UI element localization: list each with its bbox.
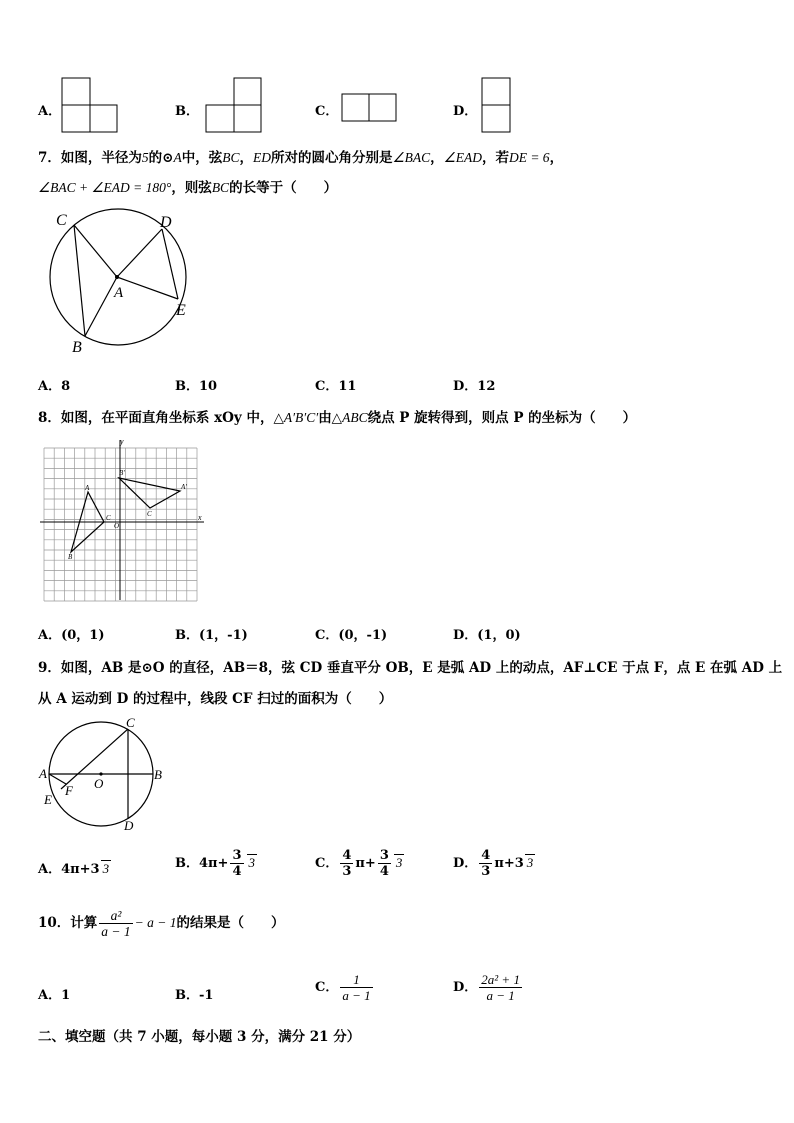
frac-denominator: 4 bbox=[232, 864, 242, 879]
q6-option-d-figure bbox=[480, 76, 514, 134]
q7-text: 所对的圆心角分别是 bbox=[270, 150, 393, 166]
q7-label-c: C bbox=[56, 212, 67, 229]
q7-sep: ， bbox=[549, 150, 564, 166]
frac-numerator: 2a² + 1 bbox=[481, 972, 520, 987]
q7-label-d: D bbox=[160, 214, 172, 231]
q7-option-c: C．11 bbox=[315, 379, 357, 394]
q7-angle-bac: ∠BAC bbox=[392, 150, 431, 165]
q8-option-d: D．(1，0) bbox=[453, 628, 521, 643]
q6-option-c-letter: C． bbox=[315, 104, 339, 119]
option-letter: C． bbox=[315, 856, 339, 871]
q6-option-b-figure bbox=[204, 76, 264, 134]
q7-text: ，则弦 bbox=[171, 180, 212, 196]
q7-text: 中，弦 bbox=[181, 150, 223, 166]
frac-denominator: 4 bbox=[379, 864, 389, 879]
q8-text: 绕点 P 旋转得到，则点 P 的坐标为（ ） bbox=[367, 410, 637, 426]
q10-option-c bbox=[315, 972, 375, 1003]
q8-triangle-prime: A′B′C′ bbox=[283, 410, 319, 425]
q6-option-c-figure bbox=[340, 92, 400, 124]
frac-numerator: 4 bbox=[342, 848, 352, 863]
q9-label-b: B bbox=[154, 767, 162, 782]
q7-label-a: A bbox=[114, 285, 124, 301]
q9-label-o: O bbox=[94, 776, 104, 791]
q7-angle-sum: ∠BAC + ∠EAD = 180° bbox=[38, 180, 172, 195]
option-expr: 4π+ bbox=[199, 856, 229, 871]
radicand: 3 bbox=[526, 855, 534, 870]
q9-stem-line1: 9．如图，AB 是⊙O 的直径，AB＝8，弦 CD 垂直平分 OB，E 是弧 AD 上的动点，AF⊥CE 于点 F，点 E 在弧 AD 上 bbox=[38, 660, 783, 676]
q7-sep: ， bbox=[430, 150, 444, 166]
q7-chord-bc: BC bbox=[222, 150, 240, 165]
q9-label-c: C bbox=[126, 715, 135, 730]
q9-option-d bbox=[453, 848, 535, 879]
q9-label-a: A bbox=[39, 766, 47, 781]
q7-text: 7．如图，半径为 bbox=[38, 150, 142, 166]
option-letter: D． bbox=[453, 980, 478, 995]
q8-option-a: A．(0，1) bbox=[38, 628, 105, 643]
q6-option-a-figure bbox=[60, 76, 120, 134]
radicand: 3 bbox=[395, 855, 403, 870]
q8-label-b: B bbox=[68, 553, 73, 561]
q8-label-o: O bbox=[114, 522, 120, 530]
q10-option-a: A．1 bbox=[38, 988, 71, 1003]
q10-stem bbox=[38, 908, 285, 939]
q7-stem-line2 bbox=[38, 176, 337, 196]
q7-stem-line1 bbox=[38, 146, 563, 166]
q8-label-y: y bbox=[120, 437, 124, 446]
q8-label-a-prime: A′ bbox=[181, 483, 187, 491]
q9-option-b bbox=[175, 848, 257, 879]
q7-text: ，若 bbox=[481, 150, 509, 166]
q9-circle-figure bbox=[38, 712, 172, 834]
q7-center: A bbox=[173, 150, 182, 165]
q9-option-a bbox=[38, 858, 111, 877]
q9-option-c bbox=[315, 848, 404, 879]
frac-denominator: 3 bbox=[342, 864, 352, 879]
q7-radius: 5 bbox=[141, 150, 149, 165]
frac-denominator: a − 1 bbox=[101, 924, 131, 939]
q8-grid-figure bbox=[40, 436, 210, 604]
option-letter: D． bbox=[453, 856, 478, 871]
q8-option-c: C．(0，-1) bbox=[315, 628, 388, 643]
option-expr: π+3 bbox=[494, 856, 524, 871]
option-letter: C． bbox=[315, 980, 339, 995]
q10-expr: − a − 1 bbox=[134, 915, 177, 930]
frac-numerator: 4 bbox=[481, 848, 491, 863]
radicand: 3 bbox=[102, 861, 110, 876]
q8-label-c-prime: C bbox=[147, 510, 152, 518]
option-expr: π+ bbox=[355, 856, 376, 871]
option-letter: B． bbox=[175, 856, 199, 871]
q10-option-b: B．-1 bbox=[175, 988, 214, 1003]
q8-label-x: x bbox=[198, 513, 202, 522]
q8-stem bbox=[38, 406, 636, 426]
q8-text: 8．如图，在平面直角坐标系 xOy 中，△ bbox=[38, 410, 284, 426]
q9-label-f: F bbox=[65, 783, 73, 798]
q7-option-b: B．10 bbox=[175, 379, 218, 394]
q6-option-d-letter: D． bbox=[453, 104, 478, 119]
frac-numerator: 3 bbox=[232, 848, 242, 863]
q7-chord-bc: BC bbox=[211, 180, 230, 195]
q7-circle-figure bbox=[40, 205, 210, 365]
q8-text: 由△ bbox=[318, 410, 343, 426]
q8-label-c: C bbox=[106, 514, 111, 522]
q6-option-b-letter: B． bbox=[175, 104, 199, 119]
q8-label-a: A bbox=[85, 484, 90, 492]
q10-text: 10．计算 bbox=[38, 915, 98, 931]
q8-label-b-prime: B′ bbox=[119, 469, 125, 477]
q7-text: 的⊙ bbox=[148, 150, 174, 166]
q7-de-eq: DE = 6 bbox=[508, 150, 550, 165]
q7-text: 的长等于（ ） bbox=[229, 180, 338, 196]
q9-label-e: E bbox=[44, 792, 52, 807]
option-letter: A． bbox=[38, 862, 62, 877]
frac-numerator: 1 bbox=[340, 972, 372, 988]
q7-chord-ed: ED bbox=[252, 150, 271, 165]
frac-denominator: a − 1 bbox=[342, 988, 371, 1003]
option-expr: 4π+3 bbox=[61, 862, 100, 877]
q9-label-d: D bbox=[124, 818, 134, 833]
q7-option-d: D．12 bbox=[453, 379, 496, 394]
q6-option-a-letter: A． bbox=[38, 104, 62, 119]
frac-denominator: 3 bbox=[481, 864, 491, 879]
q9-stem-line2: 从 A 运动到 D 的过程中，线段 CF 扫过的面积为（ ） bbox=[38, 691, 393, 707]
q7-label-e: E bbox=[176, 302, 186, 319]
q8-triangle: ABC bbox=[342, 410, 368, 425]
frac-numerator: 3 bbox=[379, 848, 389, 863]
q7-sep: ， bbox=[239, 150, 253, 166]
q8-option-b: B．(1，-1) bbox=[175, 628, 248, 643]
section-heading-fill-blank: 二、填空题（共 7 小题，每小题 3 分，满分 21 分） bbox=[38, 1029, 361, 1045]
frac-denominator: a − 1 bbox=[486, 988, 515, 1003]
q7-angle-ead: ∠EAD bbox=[443, 150, 482, 165]
q7-option-a: A．8 bbox=[38, 379, 71, 394]
q7-label-b: B bbox=[72, 339, 82, 356]
radicand: 3 bbox=[248, 855, 255, 870]
frac-numerator: a² bbox=[99, 908, 132, 924]
q10-text: 的结果是（ ） bbox=[176, 915, 285, 931]
q10-option-d bbox=[453, 972, 524, 1003]
